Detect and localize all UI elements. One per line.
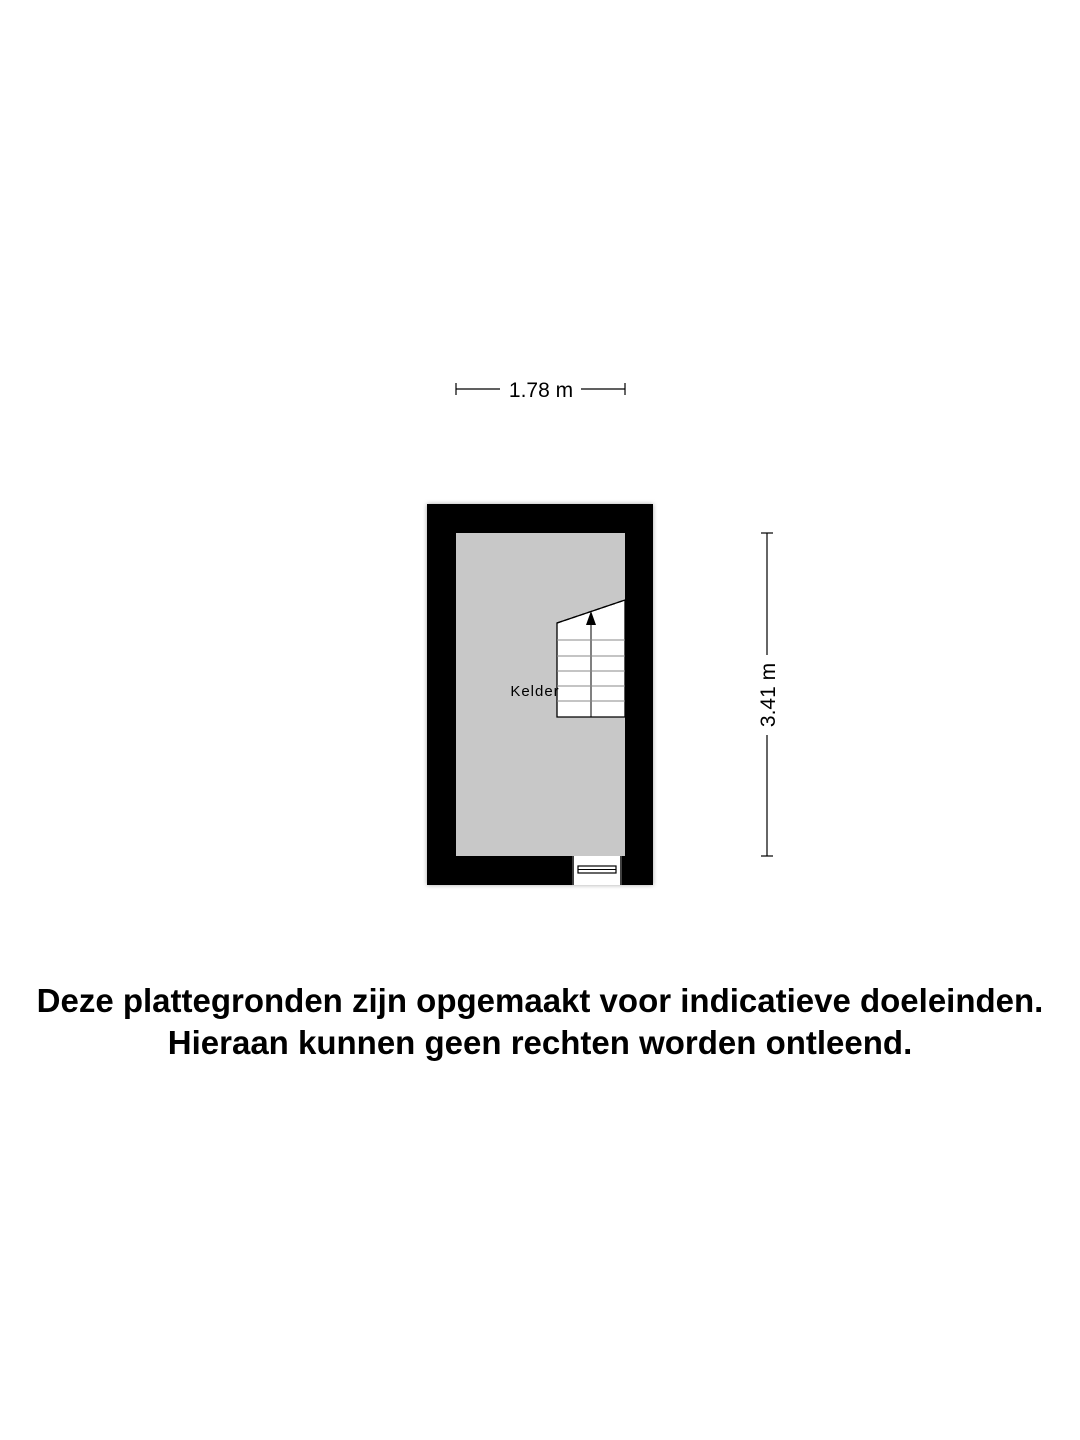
width-dimension <box>456 379 625 402</box>
disclaimer-line-1: Deze plattegronden zijn opgemaakt voor indicatieve doeleinden. <box>36 982 1044 1019</box>
width-dimension-label: 1.78 m <box>508 379 574 402</box>
disclaimer <box>0 980 1080 1064</box>
height-dimension-label: 3.41 m <box>757 662 780 728</box>
room-label: Kelder <box>510 683 560 700</box>
bottom-opening <box>572 856 622 885</box>
height-dimension <box>757 533 780 856</box>
disclaimer-line-2: Hieraan kunnen geen rechten worden ontleend. <box>167 1024 913 1061</box>
